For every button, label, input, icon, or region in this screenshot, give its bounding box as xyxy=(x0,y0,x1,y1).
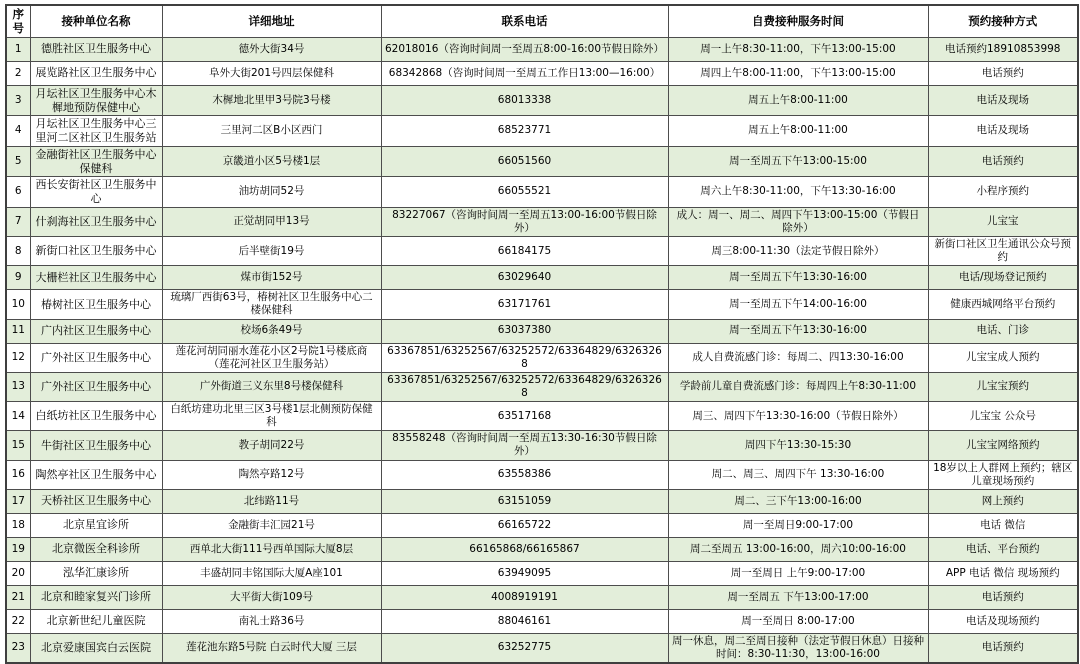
cell-no: 17 xyxy=(6,489,30,513)
cell-time: 周三、周四下午13:30-16:00（节假日除外） xyxy=(668,402,928,431)
cell-time: 周三8:00-11:30（法定节假日除外） xyxy=(668,237,928,266)
cell-no: 18 xyxy=(6,513,30,537)
cell-name: 北京微医全科诊所 xyxy=(30,537,162,561)
cell-method: 电话/现场登记预约 xyxy=(928,266,1078,290)
column-header-no: 序号 xyxy=(6,5,30,37)
cell-no: 12 xyxy=(6,343,30,372)
cell-phone: 62018016（咨询时间周一至周五8:00-16:00节假日除外） xyxy=(381,37,668,61)
cell-address: 莲花池东路5号院 白云时代大厦 三层 xyxy=(162,633,381,663)
vaccination-sites-table xyxy=(5,4,1079,664)
table-row xyxy=(6,319,1078,343)
cell-address: 琉璃厂西街63号，椿树社区卫生服务中心二楼保健科 xyxy=(162,290,381,319)
cell-time: 周二、三下午13:00-16:00 xyxy=(668,489,928,513)
cell-name: 西长安街社区卫生服务中心 xyxy=(30,177,162,208)
table-row xyxy=(6,37,1078,61)
cell-phone: 68342868（咨询时间周一至周五工作日13:00—16:00） xyxy=(381,61,668,85)
cell-name: 北京星宜诊所 xyxy=(30,513,162,537)
cell-address: 阜外大街201号四层保健科 xyxy=(162,61,381,85)
cell-phone: 63558386 xyxy=(381,460,668,489)
cell-phone: 66184175 xyxy=(381,237,668,266)
table-row xyxy=(6,177,1078,208)
cell-name: 什刹海社区卫生服务中心 xyxy=(30,207,162,236)
cell-no: 9 xyxy=(6,266,30,290)
cell-method: 电话预约 xyxy=(928,585,1078,609)
cell-phone: 63029640 xyxy=(381,266,668,290)
table-row xyxy=(6,402,1078,431)
cell-name: 椿树社区卫生服务中心 xyxy=(30,290,162,319)
cell-name: 北京新世纪儿童医院 xyxy=(30,609,162,633)
table-row xyxy=(6,116,1078,147)
cell-time: 周一至周五下午13:30-16:00 xyxy=(668,266,928,290)
cell-time: 周六上午8:30-11:00，下午13:30-16:00 xyxy=(668,177,928,208)
cell-address: 木樨地北里甲3号院3号楼 xyxy=(162,85,381,116)
cell-method: 18岁以上人群网上预约；辖区儿童现场预约 xyxy=(928,460,1078,489)
cell-address: 莲花河胡同丽水莲花小区2号院1号楼底商 （莲花河社区卫生服务站） xyxy=(162,343,381,372)
cell-method: 电话、平台预约 xyxy=(928,537,1078,561)
cell-no: 10 xyxy=(6,290,30,319)
cell-phone: 63367851/63252567/63252572/63364829/63263268 xyxy=(381,343,668,372)
table-row xyxy=(6,343,1078,372)
cell-phone: 88046161 xyxy=(381,609,668,633)
cell-time: 周一至周五下午13:30-16:00 xyxy=(668,319,928,343)
cell-no: 15 xyxy=(6,431,30,460)
table-header xyxy=(6,5,1078,37)
cell-method: 新街口社区卫生通讯公众号预约 xyxy=(928,237,1078,266)
cell-address: 西单北大街111号西单国际大厦8层 xyxy=(162,537,381,561)
cell-name: 广外社区卫生服务中心 xyxy=(30,372,162,401)
column-header-method: 预约接种方式 xyxy=(928,5,1078,37)
cell-name: 德胜社区卫生服务中心 xyxy=(30,37,162,61)
table-row xyxy=(6,561,1078,585)
cell-name: 广外社区卫生服务中心 xyxy=(30,343,162,372)
cell-address: 校场6条49号 xyxy=(162,319,381,343)
cell-address: 德外大街34号 xyxy=(162,37,381,61)
cell-phone: 63367851/63252567/63252572/63364829/63263268 xyxy=(381,372,668,401)
cell-name: 陶然亭社区卫生服务中心 xyxy=(30,460,162,489)
cell-method: 电话 微信 xyxy=(928,513,1078,537)
table-row xyxy=(6,513,1078,537)
cell-no: 23 xyxy=(6,633,30,663)
cell-no: 11 xyxy=(6,319,30,343)
cell-no: 4 xyxy=(6,116,30,147)
cell-method: 电话预约 xyxy=(928,633,1078,663)
cell-phone: 66165722 xyxy=(381,513,668,537)
cell-time: 周二至周五 13:00-16:00，周六10:00-16:00 xyxy=(668,537,928,561)
cell-address: 广外街道三义东里8号楼保健科 xyxy=(162,372,381,401)
cell-no: 6 xyxy=(6,177,30,208)
cell-name: 金融街社区卫生服务中心保健科 xyxy=(30,146,162,177)
cell-no: 3 xyxy=(6,85,30,116)
cell-name: 泓华汇康诊所 xyxy=(30,561,162,585)
cell-time: 周一至周五下午13:00-15:00 xyxy=(668,146,928,177)
cell-no: 22 xyxy=(6,609,30,633)
cell-time: 周一上午8:30-11:00，下午13:00-15:00 xyxy=(668,37,928,61)
cell-phone: 83227067（咨询时间周一至周五13:00-16:00节假日除外） xyxy=(381,207,668,236)
cell-phone: 63252775 xyxy=(381,633,668,663)
cell-address: 京畿道小区5号楼1层 xyxy=(162,146,381,177)
cell-address: 陶然亭路12号 xyxy=(162,460,381,489)
cell-time: 周一至周五下午14:00-16:00 xyxy=(668,290,928,319)
cell-method: 儿宝宝 公众号 xyxy=(928,402,1078,431)
cell-address: 油坊胡同52号 xyxy=(162,177,381,208)
cell-method: 电话、门诊 xyxy=(928,319,1078,343)
table-row xyxy=(6,460,1078,489)
table-row xyxy=(6,290,1078,319)
cell-address: 白纸坊建功北里三区3号楼1层北侧预防保健科 xyxy=(162,402,381,431)
cell-name: 白纸坊社区卫生服务中心 xyxy=(30,402,162,431)
table-row xyxy=(6,207,1078,236)
column-header-phone: 联系电话 xyxy=(381,5,668,37)
cell-no: 5 xyxy=(6,146,30,177)
cell-name: 月坛社区卫生服务中心木樨地预防保健中心 xyxy=(30,85,162,116)
cell-time: 周一至周日 8:00-17:00 xyxy=(668,609,928,633)
header-row xyxy=(6,5,1078,37)
table-row xyxy=(6,237,1078,266)
cell-phone: 4008919191 xyxy=(381,585,668,609)
table-row xyxy=(6,431,1078,460)
cell-phone: 66051560 xyxy=(381,146,668,177)
cell-name: 广内社区卫生服务中心 xyxy=(30,319,162,343)
cell-time: 学龄前儿童自费流感门诊：每周四上午8:30-11:00 xyxy=(668,372,928,401)
cell-address: 丰盛胡同丰铭国际大厦A座101 xyxy=(162,561,381,585)
cell-method: 儿宝宝网络预约 xyxy=(928,431,1078,460)
cell-name: 月坛社区卫生服务中心三里河二区社区卫生服务站 xyxy=(30,116,162,147)
cell-no: 13 xyxy=(6,372,30,401)
column-header-name: 接种单位名称 xyxy=(30,5,162,37)
cell-time: 周四上午8:00-11:00，下午13:00-15:00 xyxy=(668,61,928,85)
cell-name: 牛街社区卫生服务中心 xyxy=(30,431,162,460)
cell-method: 电话及现场 xyxy=(928,116,1078,147)
cell-method: 电话及现场预约 xyxy=(928,609,1078,633)
cell-no: 14 xyxy=(6,402,30,431)
cell-method: 电话预约 xyxy=(928,61,1078,85)
cell-method: 电话及现场 xyxy=(928,85,1078,116)
cell-address: 大平街大街109号 xyxy=(162,585,381,609)
cell-address: 正觉胡同甲13号 xyxy=(162,207,381,236)
cell-name: 大栅栏社区卫生服务中心 xyxy=(30,266,162,290)
cell-method: 儿宝宝 xyxy=(928,207,1078,236)
cell-address: 南礼士路36号 xyxy=(162,609,381,633)
cell-name: 北京爱康国宾白云医院 xyxy=(30,633,162,663)
cell-method: 网上预约 xyxy=(928,489,1078,513)
cell-name: 新街口社区卫生服务中心 xyxy=(30,237,162,266)
cell-time: 周五上午8:00-11:00 xyxy=(668,85,928,116)
cell-no: 8 xyxy=(6,237,30,266)
cell-no: 16 xyxy=(6,460,30,489)
cell-no: 7 xyxy=(6,207,30,236)
cell-time: 周五上午8:00-11:00 xyxy=(668,116,928,147)
cell-phone: 66165868/66165867 xyxy=(381,537,668,561)
cell-phone: 66055521 xyxy=(381,177,668,208)
table-row xyxy=(6,146,1078,177)
column-header-address: 详细地址 xyxy=(162,5,381,37)
cell-method: 电话预约18910853998 xyxy=(928,37,1078,61)
cell-address: 北纬路11号 xyxy=(162,489,381,513)
cell-phone: 68013338 xyxy=(381,85,668,116)
cell-address: 三里河二区B小区西门 xyxy=(162,116,381,147)
cell-no: 19 xyxy=(6,537,30,561)
cell-time: 周一至周日 上午9:00-17:00 xyxy=(668,561,928,585)
cell-no: 20 xyxy=(6,561,30,585)
cell-method: 健康西城网络平台预约 xyxy=(928,290,1078,319)
cell-name: 展览路社区卫生服务中心 xyxy=(30,61,162,85)
cell-phone: 63517168 xyxy=(381,402,668,431)
cell-phone: 63171761 xyxy=(381,290,668,319)
cell-method: 儿宝宝预约 xyxy=(928,372,1078,401)
table-row xyxy=(6,372,1078,401)
table-row xyxy=(6,537,1078,561)
cell-time: 成人自费流感门诊：每周二、四13:30-16:00 xyxy=(668,343,928,372)
cell-time: 周一至周日9:00-17:00 xyxy=(668,513,928,537)
cell-phone: 63037380 xyxy=(381,319,668,343)
table-row xyxy=(6,633,1078,663)
cell-time: 周四下午13:30-15:30 xyxy=(668,431,928,460)
cell-time: 成人：周一、周二、周四下午13:00-15:00（节假日除外） xyxy=(668,207,928,236)
table-row xyxy=(6,489,1078,513)
cell-name: 天桥社区卫生服务中心 xyxy=(30,489,162,513)
cell-phone: 63151059 xyxy=(381,489,668,513)
cell-address: 教子胡同22号 xyxy=(162,431,381,460)
cell-method: 小程序预约 xyxy=(928,177,1078,208)
table-row xyxy=(6,266,1078,290)
cell-phone: 83558248（咨询时间周一至周五13:30-16:30节假日除外） xyxy=(381,431,668,460)
table-body xyxy=(6,37,1078,663)
column-header-time: 自费接种服务时间 xyxy=(668,5,928,37)
cell-time: 周二、周三、周四下午 13:30-16:00 xyxy=(668,460,928,489)
cell-time: 周一至周五 下午13:00-17:00 xyxy=(668,585,928,609)
cell-address: 煤市街152号 xyxy=(162,266,381,290)
table-row xyxy=(6,585,1078,609)
cell-time: 周一休息，周二至周日接种（法定节假日休息）日接种时间：8:30-11:30，13:00-16:00 xyxy=(668,633,928,663)
table-row xyxy=(6,609,1078,633)
table-row xyxy=(6,85,1078,116)
table-row xyxy=(6,61,1078,85)
cell-address: 后半壁街19号 xyxy=(162,237,381,266)
cell-method: 儿宝宝成人预约 xyxy=(928,343,1078,372)
cell-method: 电话预约 xyxy=(928,146,1078,177)
cell-no: 21 xyxy=(6,585,30,609)
cell-no: 2 xyxy=(6,61,30,85)
cell-no: 1 xyxy=(6,37,30,61)
cell-address: 金融街丰汇园21号 xyxy=(162,513,381,537)
cell-name: 北京和睦家复兴门诊所 xyxy=(30,585,162,609)
cell-phone: 63949095 xyxy=(381,561,668,585)
cell-phone: 68523771 xyxy=(381,116,668,147)
cell-method: APP 电话 微信 现场预约 xyxy=(928,561,1078,585)
